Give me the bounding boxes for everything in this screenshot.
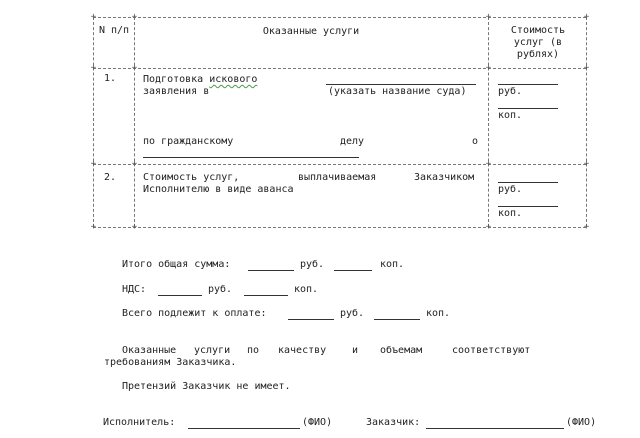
row2-rub: руб. [498, 184, 523, 195]
total-kop: коп. [380, 259, 405, 270]
payable-rub-blank [288, 319, 334, 320]
row1-text-line3-b: делу [340, 136, 365, 147]
row2-text-line1-a: Стоимость услуг, [143, 172, 240, 183]
executor-fio: (ФИО) [302, 417, 333, 428]
table-corner: + [90, 63, 97, 73]
row2-text-line1-b: выплачиваемая [298, 172, 377, 183]
row1-text-line3-a: по гражданскому [143, 136, 234, 147]
total-rub-blank [248, 270, 294, 271]
court-hint: (указать название суда) [328, 86, 467, 97]
table-corner: + [90, 222, 97, 232]
quality-line2: требованиям Заказчика. [104, 357, 237, 368]
quality-word: по [247, 345, 260, 356]
table-corner: + [131, 63, 138, 73]
row1-text-line3-c: о [472, 136, 479, 147]
row2-text-line1-c: Заказчиком [414, 172, 475, 183]
row1-text-line1 [143, 74, 257, 86]
table-corner: + [90, 159, 97, 169]
header-services: Оказанные услуги [262, 26, 360, 37]
table-corner: + [583, 222, 590, 232]
payable-label: Всего подлежит к оплате: [122, 308, 267, 319]
vat-kop: коп. [294, 284, 319, 295]
table-corner: + [583, 63, 590, 73]
row1-rub-line [498, 84, 558, 85]
row1-text-line2: заявления в [143, 86, 210, 97]
vat-kop-blank [244, 295, 288, 296]
quality-word: соответствуют [452, 345, 531, 356]
table-bottom-border [93, 227, 586, 228]
row2-kop-line [498, 206, 558, 207]
vat-rub: руб. [208, 284, 233, 295]
payable-kop-blank [374, 319, 420, 320]
vat-label: НДС: [122, 284, 147, 295]
executor-label: Исполнитель: [103, 417, 176, 428]
total-kop-blank [334, 270, 372, 271]
total-label: Итого общая сумма: [122, 259, 231, 270]
header-cost: Стоимость услуг (в рублях) [510, 25, 566, 60]
table-left-border [93, 17, 94, 227]
total-rub: руб. [300, 259, 325, 270]
row1-text-b: искового [209, 74, 258, 85]
table-corner: + [131, 159, 138, 169]
row2-kop: коп. [498, 208, 523, 219]
quality-word: объемам [380, 345, 423, 356]
customer-label: Заказчик: [366, 417, 421, 428]
table-header-bottom-border [93, 68, 586, 69]
quality-word: качеству [278, 345, 327, 356]
customer-signature-line [426, 428, 564, 429]
table-corner: + [485, 159, 492, 169]
table-corner: + [583, 159, 590, 169]
table-right-border [586, 17, 587, 227]
table-corner: + [583, 12, 590, 22]
table-col2-divider [488, 17, 489, 227]
executor-signature-line [188, 428, 300, 429]
table-corner: + [90, 12, 97, 22]
payable-rub: руб. [340, 308, 365, 319]
row2-num: 2. [104, 172, 117, 183]
customer-fio: (ФИО) [566, 417, 597, 428]
row2-text-line2: Исполнителю в виде аванса [143, 184, 294, 195]
table-corner: + [131, 12, 138, 22]
row1-kop-line [498, 108, 558, 109]
table-row1-bottom-border [93, 164, 586, 165]
table-top-border [93, 17, 586, 18]
table-corner: + [485, 63, 492, 73]
vat-rub-blank [158, 295, 202, 296]
table-col1-divider [134, 17, 135, 227]
header-num: N п/п [98, 25, 130, 36]
court-name-line [326, 84, 476, 85]
quality-word: услуги [194, 345, 231, 356]
quality-word: и [352, 345, 359, 356]
payable-kop: коп. [426, 308, 451, 319]
row1-rub: руб. [498, 86, 523, 97]
row1-num: 1. [104, 73, 117, 84]
table-corner: + [131, 222, 138, 232]
row1-kop: коп. [498, 110, 523, 121]
quality-word: Оказанные [122, 345, 177, 356]
table-corner: + [485, 222, 492, 232]
claims-text: Претензий Заказчик не имеет. [122, 381, 291, 392]
row2-rub-line [498, 182, 558, 183]
row1-text-a: Подготовка [143, 74, 210, 85]
table-corner: + [485, 12, 492, 22]
case-number-line [143, 157, 359, 158]
